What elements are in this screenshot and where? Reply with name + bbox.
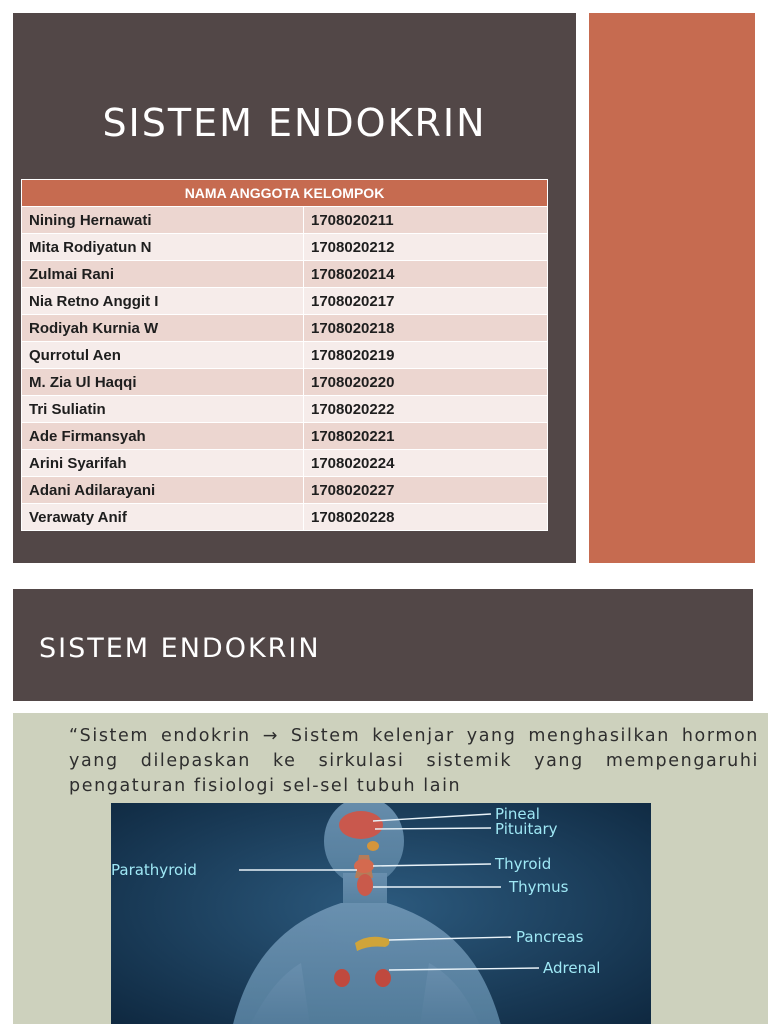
table-row — [22, 504, 548, 531]
definition-quote — [69, 724, 759, 799]
member-id: 1708020212 — [304, 234, 548, 261]
slide-2-title: SISTEM ENDOKRIN — [39, 633, 321, 664]
member-id: 1708020214 — [304, 261, 548, 288]
adrenal-left — [334, 969, 350, 987]
members-table-header: NAMA ANGGOTA KELOMPOK — [22, 180, 548, 207]
member-name: Arini Syarifah — [22, 450, 304, 477]
table-row — [22, 261, 548, 288]
table-row — [22, 396, 548, 423]
slide-1-main-panel — [13, 13, 576, 563]
member-name: Nia Retno Anggit I — [22, 288, 304, 315]
slide-2-body — [13, 713, 768, 1024]
member-id: 1708020227 — [304, 477, 548, 504]
table-row — [22, 315, 548, 342]
slide-1-accent-panel — [589, 13, 755, 563]
quote-line: “Sistem endokrin → Sistem kelenjar yang menghasilkan hormon — [69, 726, 759, 746]
quote-line: yang dilepaskan ke sirkulasi sistemik yang mempengaruhi — [69, 751, 759, 771]
table-row — [22, 207, 548, 234]
pituitary-gland — [367, 841, 379, 851]
thyroid-gland — [354, 859, 374, 873]
thymus-gland — [357, 874, 373, 896]
label-pancreas: Pancreas — [516, 928, 584, 946]
member-id: 1708020222 — [304, 396, 548, 423]
member-name: Ade Firmansyah — [22, 423, 304, 450]
table-row — [22, 234, 548, 261]
member-id: 1708020228 — [304, 504, 548, 531]
member-name: M. Zia Ul Haqqi — [22, 369, 304, 396]
quote-line: pengaturan fisiologi sel-sel tubuh lain — [69, 776, 462, 796]
member-name: Mita Rodiyatun N — [22, 234, 304, 261]
label-parathyroid: Parathyroid — [111, 861, 197, 879]
brain-glands — [339, 811, 383, 839]
member-name: Adani Adilarayani — [22, 477, 304, 504]
label-thymus: Thymus — [509, 878, 569, 896]
adrenal-right — [375, 969, 391, 987]
members-table-header-row — [22, 180, 548, 207]
label-thyroid: Thyroid — [495, 855, 552, 873]
member-id: 1708020219 — [304, 342, 548, 369]
members-table — [21, 179, 548, 531]
member-id: 1708020221 — [304, 423, 548, 450]
member-name: Zulmai Rani — [22, 261, 304, 288]
label-pineal: Pineal — [495, 805, 540, 823]
member-name: Tri Suliatin — [22, 396, 304, 423]
member-id: 1708020211 — [304, 207, 548, 234]
slide-1-title: SISTEM ENDOKRIN — [102, 101, 487, 145]
member-name: Rodiyah Kurnia W — [22, 315, 304, 342]
table-row — [22, 450, 548, 477]
member-name: Verawaty Anif — [22, 504, 304, 531]
label-adrenal: Adrenal — [543, 959, 601, 977]
member-id: 1708020217 — [304, 288, 548, 315]
member-id: 1708020224 — [304, 450, 548, 477]
member-name: Qurrotul Aen — [22, 342, 304, 369]
member-id: 1708020220 — [304, 369, 548, 396]
member-name: Nining Hernawati — [22, 207, 304, 234]
table-row — [22, 288, 548, 315]
label-pituitary: Pituitary — [495, 820, 558, 838]
table-row — [22, 369, 548, 396]
member-id: 1708020218 — [304, 315, 548, 342]
slide-2-header — [13, 589, 753, 701]
endocrine-diagram — [111, 803, 651, 1024]
table-row — [22, 477, 548, 504]
table-row — [22, 423, 548, 450]
table-row — [22, 342, 548, 369]
